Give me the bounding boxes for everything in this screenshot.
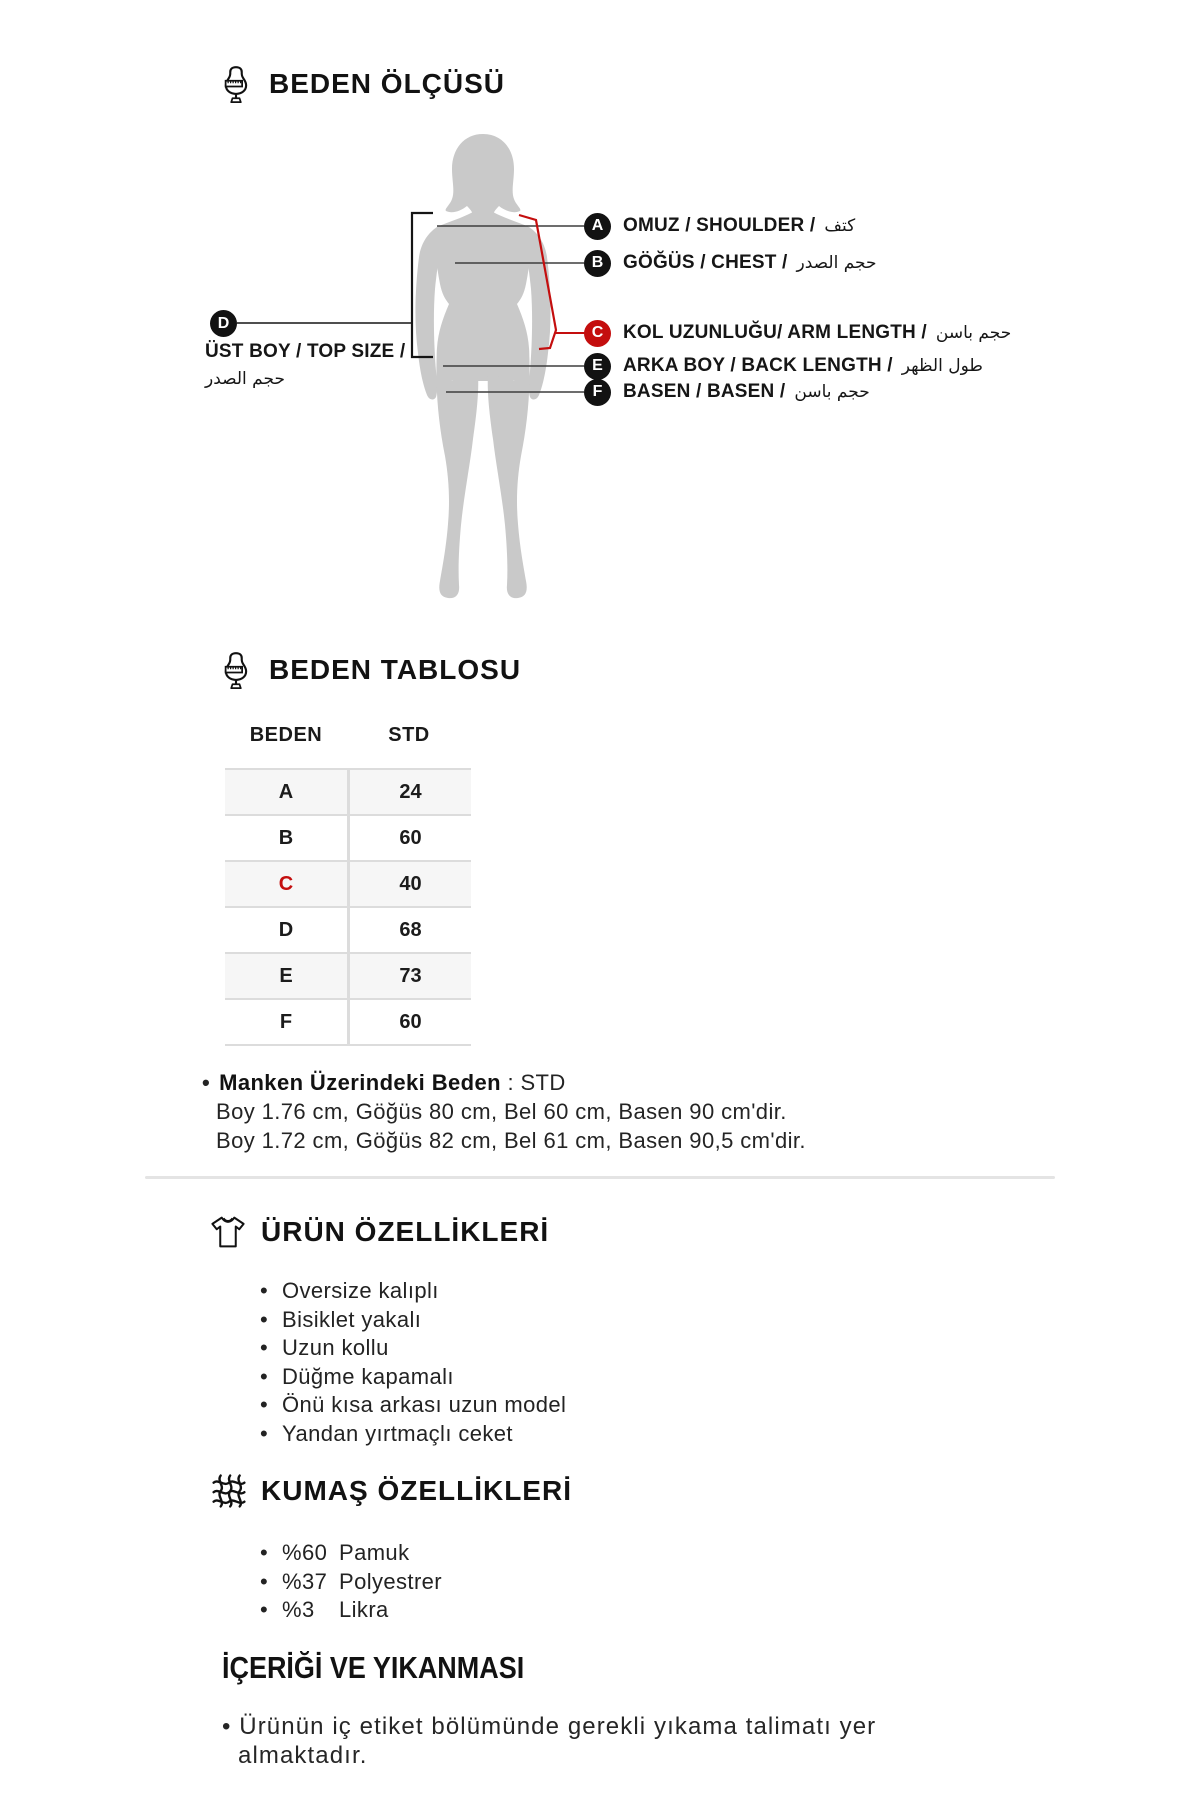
care-title: İÇERİĞİ VE YIKANMASI xyxy=(222,1650,525,1685)
fabric-percent: %60 xyxy=(282,1540,328,1565)
feature-item: • Oversize kalıplı xyxy=(260,1277,566,1306)
mannequin-size-value: : STD xyxy=(500,1070,566,1095)
section-divider xyxy=(145,1176,1055,1179)
product-features-heading xyxy=(208,1212,549,1252)
body-measurement-diagram xyxy=(0,0,1200,620)
label-arabic-shoulder: كتف xyxy=(824,216,856,236)
label-row-basen xyxy=(584,378,870,406)
table-row xyxy=(225,954,471,1000)
row-letter: B xyxy=(225,816,350,860)
label-text-basen: BASEN / BASEN / xyxy=(623,381,786,402)
table-row xyxy=(225,816,471,862)
label-row-back-length xyxy=(584,352,983,380)
fabric-features-title: KUMAŞ ÖZELLİKLERİ xyxy=(261,1475,572,1506)
row-value: 24 xyxy=(399,780,422,803)
product-features-list xyxy=(260,1277,566,1449)
table-row xyxy=(225,770,471,816)
row-letter: C xyxy=(225,862,350,906)
size-table-title: BEDEN TABLOSU xyxy=(269,654,522,685)
fabric-name: Pamuk xyxy=(339,1540,410,1565)
label-row-shoulder xyxy=(584,212,855,240)
mannequin-size-note xyxy=(202,1068,806,1155)
fabric-name: Likra xyxy=(339,1597,389,1623)
letter-badge-c: C xyxy=(584,320,611,347)
label-text-chest: GÖĞÜS / CHEST / xyxy=(623,252,788,273)
feature-item: • Önü kısa arkası uzun model xyxy=(260,1391,566,1420)
label-text-back-length: ARKA BOY / BACK LENGTH / xyxy=(623,355,893,376)
row-value: 68 xyxy=(399,918,422,941)
tshirt-icon xyxy=(208,1212,248,1252)
fabric-name: Polyestrer xyxy=(339,1568,443,1594)
label-text-arm-length: KOL UZUNLUĞU/ ARM LENGTH / xyxy=(623,322,927,343)
mannequin-size-label: Manken Üzerindeki Beden xyxy=(219,1070,501,1095)
row-value: 60 xyxy=(399,1010,422,1033)
label-arabic-basen: حجم باسن xyxy=(794,382,870,402)
table-row xyxy=(225,862,471,908)
label-arabic-chest: حجم الصدر xyxy=(796,253,877,273)
fabric-features-list xyxy=(260,1539,442,1625)
row-value: 60 xyxy=(399,826,422,849)
letter-badge-a: A xyxy=(584,213,611,240)
table-row xyxy=(225,908,471,954)
label-arabic-top-size: حجم الصدر xyxy=(205,369,285,389)
size-table-heading xyxy=(216,648,521,692)
product-features-title: ÜRÜN ÖZELLİKLERİ xyxy=(261,1216,550,1247)
feature-item: • Düğme kapamalı xyxy=(260,1363,566,1392)
letter-badge-e: E xyxy=(584,353,611,380)
table-row xyxy=(225,1000,471,1046)
mannequin-measure-line-1: Boy 1.76 cm, Göğüs 80 cm, Bel 60 cm, Basen 90 cm'dir. xyxy=(216,1099,787,1124)
feature-item: • Bisiklet yakalı xyxy=(260,1306,566,1335)
care-item: • Ürünün iç etiket bölümünde gerekli yıkama talimatı yer almaktadır. xyxy=(222,1712,982,1770)
size-table xyxy=(225,768,471,1046)
label-row-arm-length xyxy=(584,319,1011,347)
label-arabic-back-length: طول الظهر xyxy=(901,356,983,376)
fabric-item xyxy=(260,1568,442,1597)
row-value: 73 xyxy=(399,964,422,987)
fabric-percent: %3 xyxy=(282,1597,315,1623)
row-letter: A xyxy=(225,770,350,814)
letter-badge-d: D xyxy=(210,310,237,337)
size-table-columns xyxy=(225,724,471,747)
column-header-std: STD xyxy=(388,724,430,746)
top-size-bracket xyxy=(237,213,433,357)
feature-item: • Uzun kollu xyxy=(260,1334,566,1363)
row-letter: D xyxy=(225,908,350,952)
row-value: 40 xyxy=(399,872,422,895)
mannequin-measure-line-2: Boy 1.72 cm, Göğüs 82 cm, Bel 61 cm, Basen 90,5 cm'dir. xyxy=(216,1128,806,1153)
label-row-chest xyxy=(584,249,877,277)
column-header-beden: BEDEN xyxy=(249,724,323,746)
care-list xyxy=(222,1712,982,1770)
fabric-item xyxy=(260,1539,442,1568)
feature-item: • Yandan yırtmaçlı ceket xyxy=(260,1420,566,1449)
fabric-features-heading xyxy=(210,1472,572,1510)
mannequin-size-label-line xyxy=(202,1068,806,1097)
mannequin-icon xyxy=(216,648,256,692)
letter-badge-b: B xyxy=(584,250,611,277)
letter-badge-f: F xyxy=(584,379,611,406)
fabric-percent: %37 xyxy=(282,1568,328,1594)
size-measure-title: BEDEN ÖLÇÜSÜ xyxy=(269,68,506,99)
row-letter: F xyxy=(225,1000,350,1044)
label-text-shoulder: OMUZ / SHOULDER / xyxy=(623,215,816,236)
row-letter: E xyxy=(225,954,350,998)
fabric-item xyxy=(260,1596,442,1625)
fabric-weave-icon xyxy=(210,1472,248,1510)
label-text-top-size: ÜST BOY / TOP SIZE / xyxy=(205,341,406,362)
label-arabic-arm-length: حجم باسن xyxy=(935,323,1012,343)
